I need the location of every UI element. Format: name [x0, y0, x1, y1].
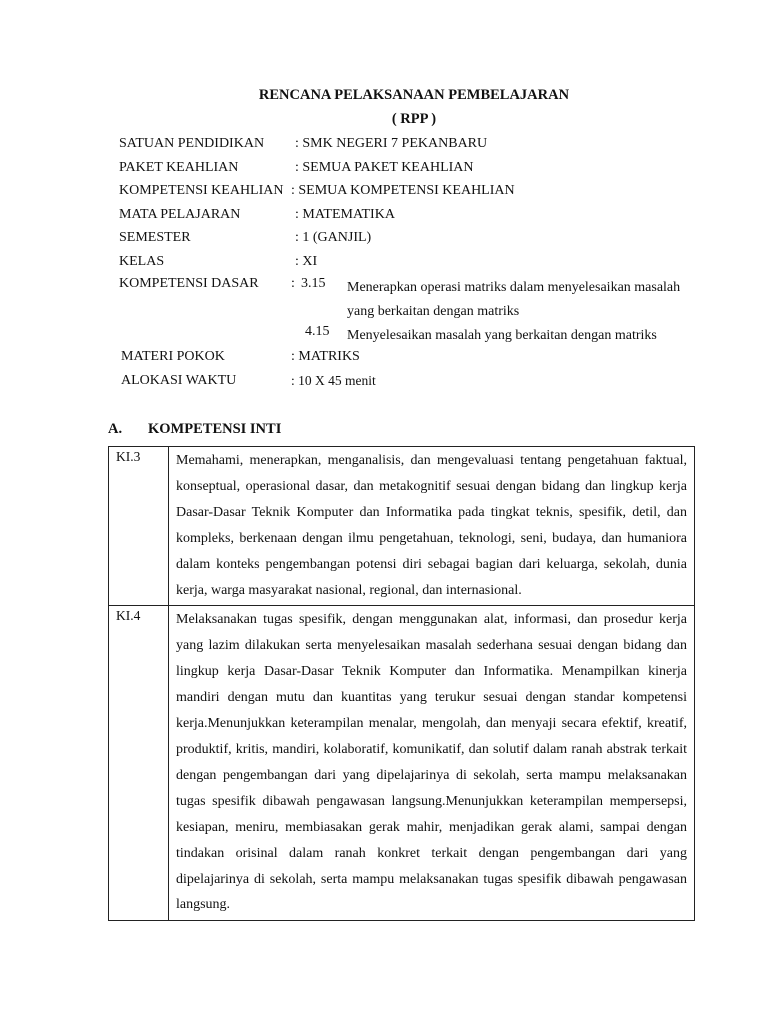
identity-block [119, 135, 719, 395]
document-subtitle: ( RPP ) [391, 111, 437, 127]
table-row [109, 606, 695, 921]
section-letter: A. [108, 421, 123, 437]
identity-row-semester [119, 229, 719, 253]
identity-row-satuan [119, 135, 719, 159]
kd-text: Menyelesaikan masalah yang berkaitan dengan matriks [347, 328, 657, 343]
identity-value: : XI [295, 253, 318, 269]
identity-row-kelas [119, 253, 719, 277]
identity-value: : MATEMATIKA [295, 206, 395, 222]
identity-label: SEMESTER [119, 230, 191, 245]
ki-description-cell: Melaksanakan tugas spesifik, dengan menggunakan alat, informasi, dan prosedur kerja yang lazim dilakukan serta menyelesaikan masalah sederhana sesuai dengan bidang dan lingkup kerja Dasar-Dasar Teknik Komputer dan Informatika. Menampilkan kinerja mandiri dengan mutu dan kuantitas yang terukur sesuai dengan standar kompetensi kerja.Menunjukkan keterampilan menalar, mengolah, dan menyaji secara efektif, kreatif, produktif, kritis, mandiri, kolaboratif, komunikatif, dan solutif dalam ranah abstrak terkait dengan pengembangan dari yang dipelajarinya di sekolah, serta mampu melaksanakan tugas spesifik dibawah pengawasan langsung.Menunjukkan keterampilan mempersepsi, kesiapan, meniru, membiasakan gerak mahir, menjadikan gerak alami, sampai dengan tindakan orisinal dalam ranah konkret terkait dengan pengembangan dari yang dipelajarinya di sekolah, serta mampu melaksanakan tugas spesifik dibawah pengawasan langsung. [169, 606, 695, 921]
kompetensi-dasar-block [119, 276, 719, 348]
section-heading-kompetensi-inti [108, 421, 281, 438]
kd-code: 3.15 [301, 276, 326, 291]
identity-label: PAKET KEAHLIAN [119, 159, 239, 175]
kd-code: 4.15 [305, 324, 330, 339]
identity-row-paket [119, 159, 719, 183]
identity-value: : 1 (GANJIL) [295, 230, 372, 245]
identity-label: KOMPETENSI KEAHLIAN [119, 183, 284, 198]
kompetensi-inti-table [108, 446, 695, 921]
identity-value: : MATRIKS [291, 349, 360, 364]
identity-label: SATUAN PENDIDIKAN [119, 136, 265, 151]
identity-row-alokasi [119, 372, 719, 396]
document-title: RENCANA PELAKSANAAN PEMBELAJARAN [258, 87, 570, 103]
kd-text: Menerapkan operasi matriks dalam menyelesaikan masalah yang berkaitan dengan matriks [347, 280, 681, 319]
identity-label: MATERI POKOK [121, 349, 225, 364]
identity-value: : SEMUA KOMPETENSI KEAHLIAN [291, 183, 515, 198]
ki-code-cell: KI.4 [109, 606, 169, 921]
ki-description-cell: Memahami, menerapkan, menganalisis, dan mengevaluasi tentang pengetahuan faktual, konseptual, operasional dasar, dan metakognitif sesuai dengan bidang dan lingkup kerja Dasar-Dasar Teknik Komputer dan Informatika pada tingkat teknis, spesifik, detil, dan kompleks, berkenaan dengan ilmu pengetahuan, teknologi, seni, budaya, dan humaniora dalam konteks pengembangan potensi diri sebagai bagian dari keluarga, sekolah, dunia kerja, warga masyarakat nasional, regional, dan internasional. [169, 447, 695, 606]
identity-row-kompetensi-keahlian [119, 182, 719, 206]
ki-code-cell: KI.3 [109, 447, 169, 606]
identity-row-materi [119, 348, 719, 372]
kompetensi-dasar-colon: : [291, 276, 295, 291]
identity-value: : SMK NEGERI 7 PEKANBARU [295, 136, 488, 151]
identity-label: MATA PELAJARAN [119, 206, 241, 222]
identity-value: : 10 X 45 menit [291, 372, 376, 388]
identity-label: KELAS [119, 253, 165, 269]
identity-value: : SEMUA PAKET KEAHLIAN [295, 159, 474, 175]
identity-row-mapel [119, 206, 719, 230]
identity-label: ALOKASI WAKTU [121, 372, 237, 388]
table-row [109, 447, 695, 606]
kompetensi-dasar-label: KOMPETENSI DASAR [119, 276, 259, 291]
section-title: KOMPETENSI INTI [148, 421, 282, 437]
